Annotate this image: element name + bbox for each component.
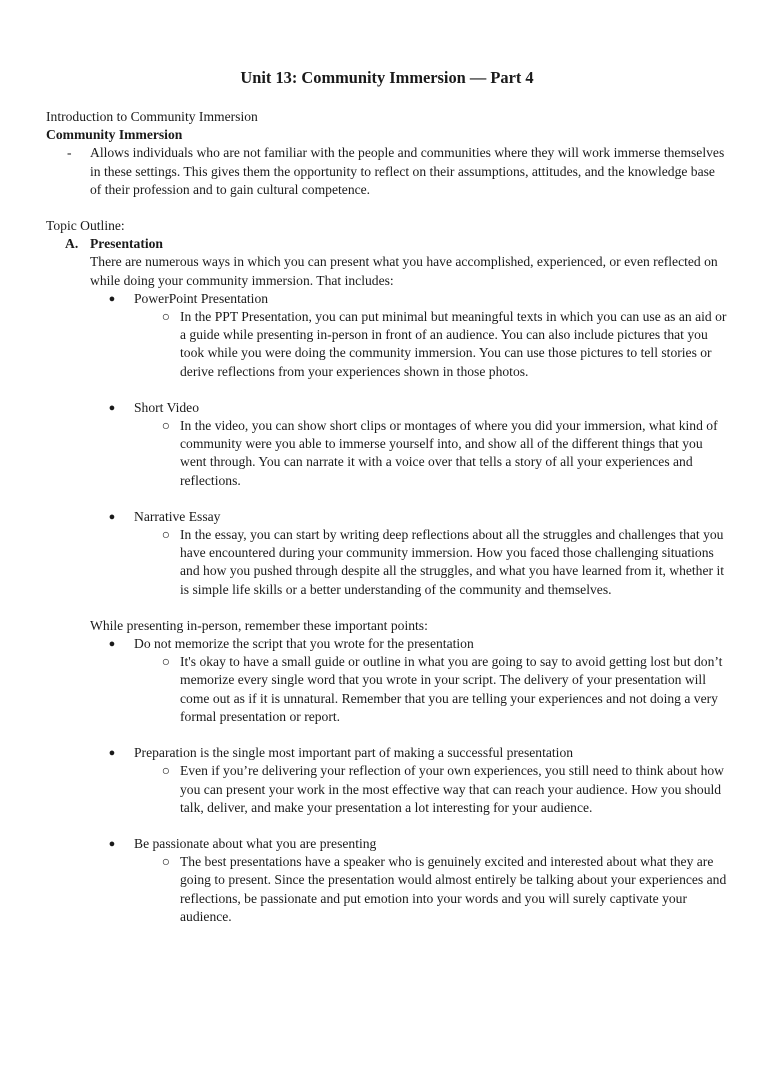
sub-list-item — [90, 417, 728, 490]
sub-list-item — [90, 526, 728, 599]
intro-text: Allows individuals who are not familiar with the people and communities where they will work immerse themselves in these settings. This gives them the opportunity to reflect on their assumptions, attitudes, and the knowledge base of their profession and to gain cultural competence. — [90, 145, 725, 197]
ways-list — [90, 290, 728, 599]
list-item-label: Short Video — [134, 399, 200, 415]
list-item-label: Preparation is the single most important part of making a successful presentation — [134, 745, 574, 761]
circle-bullet-icon: ○ — [161, 854, 170, 870]
sub-list-item — [90, 653, 728, 726]
sub-list-item — [90, 853, 728, 926]
circle-bullet-icon: ○ — [161, 654, 170, 670]
list-item — [90, 635, 728, 653]
bullet-icon: ● — [108, 837, 116, 850]
bullet-icon: ● — [108, 638, 116, 651]
section-a-heading — [46, 235, 728, 253]
intro-label: Introduction to Community Immersion — [46, 109, 258, 124]
sub-list-item-text: In the PPT Presentation, you can put minimal but meaningful texts in which you can use as an aid or a guide while presenting in-person in front of an audience. You can also include pictures that you took while you were doing the community immersion. You can use those pictures to tell stories or derive reflections from your experiences shown in those photos. — [180, 309, 727, 379]
section-heading: Community Immersion — [46, 127, 183, 143]
bullet-icon: ● — [108, 292, 116, 305]
bullet-icon: ● — [108, 510, 116, 523]
document-page — [0, 68, 768, 1092]
sub-list-item-text: The best presentations have a speaker who is genuinely excited and interested about what they are going to present. Since the presentation would almost entirely be talking about your experiences and reflections, be passionate and put emotion into your words and you will surely captivate your audience. — [180, 854, 727, 924]
list-item — [90, 835, 728, 853]
list-item-label: Narrative Essay — [134, 508, 221, 524]
sub-list-item-text: In the essay, you can start by writing deep reflections about all the struggles and challenges that you have encountered during your community immersion. How you faced those challenging situations and how you pushed through despite all the struggles, and what you have learned from it, whether it is simple life skills or a better understanding of the community and themselves. — [180, 527, 724, 597]
presentation-intro: There are numerous ways in which you can present what you have accomplished, experienced, or even reflected on while doing your community immersion. That includes: — [90, 254, 718, 288]
points-list — [90, 635, 728, 926]
sub-list-item-text: It's okay to have a small guide or outline in what you are going to say to avoid getting lost but don’t memorize every single word that you wrote in your script. The delivery of your presentation will come out as if it is unnatural. Remember that you are telling your experiences and not doing a very formal presentation or report. — [180, 654, 723, 724]
list-item-label: Do not memorize the script that you wrote for the presentation — [134, 636, 474, 652]
circle-bullet-icon: ○ — [161, 309, 170, 325]
section-a-marker: A. — [65, 236, 79, 252]
list-item-label: PowerPoint Presentation — [134, 290, 269, 306]
sub-list-item — [90, 762, 728, 817]
list-item — [90, 508, 728, 526]
sub-list-item-text: In the video, you can show short clips or montages of where you did your immersion, what kind of community were you able to immerse yourself into, and show all of the different things that you went through. You can narrate it with a voice over that tells a story of all your experiences and reflections. — [180, 418, 718, 488]
intro-item — [46, 144, 728, 199]
list-item — [90, 744, 728, 762]
bullet-icon: ● — [108, 747, 116, 760]
topic-outline-label: Topic Outline: — [46, 218, 125, 234]
list-item — [90, 399, 728, 417]
bullet-icon: ● — [108, 401, 116, 414]
points-intro: While presenting in-person, remember these important points: — [90, 617, 428, 633]
circle-bullet-icon: ○ — [161, 527, 170, 543]
list-item — [90, 290, 728, 308]
circle-bullet-icon: ○ — [161, 418, 170, 434]
dash-marker: - — [67, 145, 72, 161]
list-item-label: Be passionate about what you are presenting — [134, 835, 377, 851]
section-a-title: Presentation — [90, 236, 163, 252]
sub-list-item-text: Even if you’re delivering your reflection of your own experiences, you still need to think about how you can present your work in the most effective way that can reach your audience. How you should talk, deliver, and make your presentation a lot interesting for your audience. — [180, 763, 724, 815]
circle-bullet-icon: ○ — [161, 763, 170, 779]
page-title: Unit 13: Community Immersion — Part 4 — [240, 68, 534, 87]
sub-list-item — [90, 308, 728, 381]
